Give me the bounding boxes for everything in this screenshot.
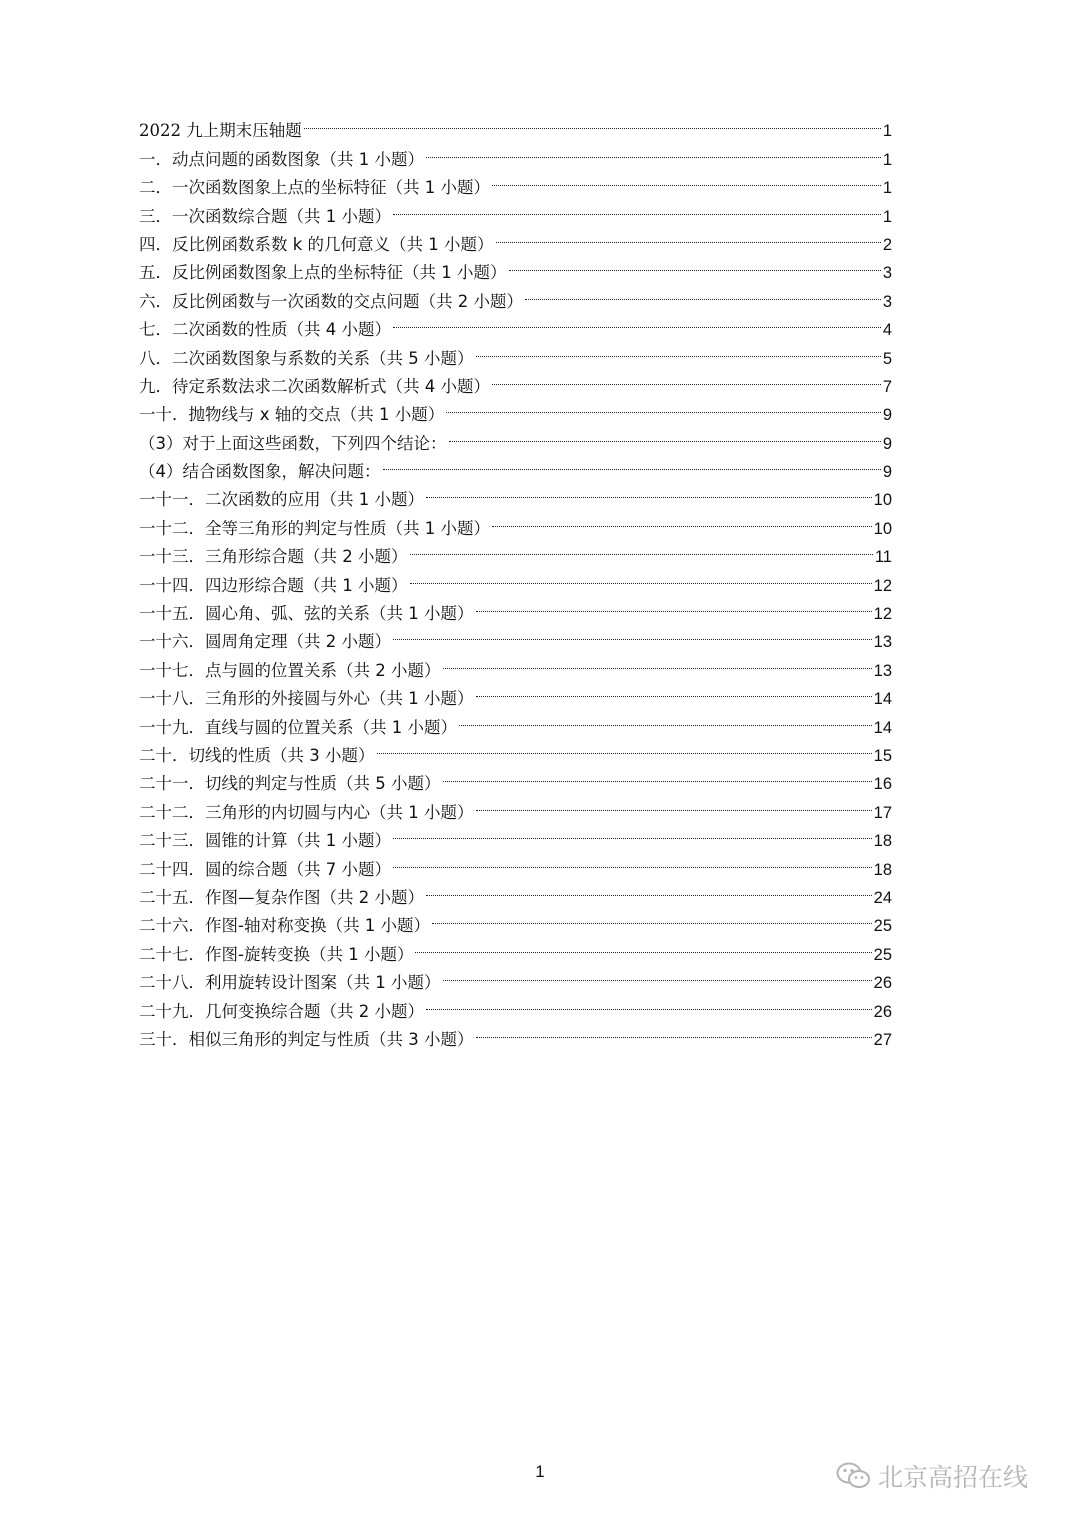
toc-dot-leader — [383, 449, 881, 477]
toc-entry-page: 1 — [882, 207, 892, 226]
toc-dot-leader — [393, 193, 881, 221]
toc-entry-page: 13 — [873, 633, 892, 652]
toc-entry-page: 9 — [882, 434, 892, 453]
toc-entry-label: 二十六．作图-轴对称变换（共 1 小题） — [139, 916, 430, 936]
toc-entry-label: 二十八．利用旋转设计图案（共 1 小题） — [139, 973, 441, 993]
toc-entry-page: 25 — [873, 945, 892, 964]
toc-dot-leader — [426, 136, 881, 164]
toc-entry-page: 1 — [882, 122, 892, 141]
toc-entry-page: 18 — [873, 860, 892, 879]
toc-entry-label: 九．待定系数法求二次函数解析式（共 4 小题） — [139, 376, 490, 396]
toc-entry-page: 12 — [873, 576, 892, 595]
watermark — [836, 1458, 1028, 1494]
toc-entry-label: 二十五．作图—复杂作图（共 2 小题） — [139, 887, 424, 907]
toc-entry-label: 一十三．三角形综合题（共 2 小题） — [139, 547, 408, 567]
toc-entry-page: 18 — [873, 832, 892, 851]
toc-dot-leader — [496, 222, 881, 250]
toc-entry-page: 14 — [873, 690, 892, 709]
toc-dot-leader — [446, 392, 881, 420]
toc-dot-leader — [393, 619, 872, 647]
toc-entry-page: 3 — [882, 264, 892, 283]
toc-entry[interactable] — [139, 108, 892, 141]
toc-entry-page: 15 — [873, 746, 892, 765]
toc-entry-label: 二十二．三角形的内切圆与内心（共 1 小题） — [139, 802, 474, 822]
toc-entry-label: 一．动点问题的函数图象（共 1 小题） — [139, 149, 424, 169]
toc-dot-leader — [443, 647, 872, 675]
toc-entry-page: 10 — [873, 519, 892, 538]
toc-dot-leader — [476, 335, 881, 363]
toc-entry-label: 七．二次函数的性质（共 4 小题） — [139, 320, 391, 340]
toc-dot-leader — [426, 477, 872, 505]
toc-entry-label: 一十九．直线与圆的位置关系（共 1 小题） — [139, 717, 457, 737]
page-number: 1 — [535, 1462, 545, 1481]
toc-entry-page: 12 — [873, 605, 892, 624]
toc-dot-leader — [304, 108, 881, 136]
toc-dot-leader — [492, 165, 881, 193]
toc-entry-label: 二十三．圆锥的计算（共 1 小题） — [139, 831, 391, 851]
toc-entry-label: （3）对于上面这些函数，下列四个结论： — [139, 433, 447, 453]
toc-dot-leader — [492, 505, 872, 533]
toc-entry-label: 三．一次函数综合题（共 1 小题） — [139, 206, 391, 226]
toc-entry-label: （4）结合函数图象，解决问题： — [139, 462, 381, 482]
toc-entry-page: 9 — [882, 463, 892, 482]
toc-dot-leader — [432, 903, 872, 931]
toc-entry-label: 二十七．作图-旋转变换（共 1 小题） — [139, 944, 414, 964]
toc-entry-label: 一十．抛物线与 x 轴的交点（共 1 小题） — [139, 405, 445, 425]
toc-entry-page: 10 — [873, 491, 892, 510]
toc-dot-leader — [443, 960, 872, 988]
toc-entry-page: 24 — [873, 888, 892, 907]
toc-entry-label: 二十四．圆的综合题（共 7 小题） — [139, 859, 391, 879]
toc-entry-page: 26 — [873, 1002, 892, 1021]
toc-entry-page: 2 — [882, 235, 892, 254]
toc-entry-page: 7 — [882, 377, 892, 396]
toc-dot-leader — [377, 733, 872, 761]
toc-entry-page: 16 — [873, 775, 892, 794]
toc-dot-leader — [443, 761, 872, 789]
toc-entry-label: 一十四．四边形综合题（共 1 小题） — [139, 575, 408, 595]
toc-entry-page: 9 — [882, 406, 892, 425]
toc-entry-label: 二．一次函数图象上点的坐标特征（共 1 小题） — [139, 178, 490, 198]
toc-entry-label: 二十九．几何变换综合题（共 2 小题） — [139, 1001, 424, 1021]
toc-dot-leader — [393, 846, 872, 874]
toc-entry-page: 27 — [873, 1030, 892, 1049]
toc-dot-leader — [459, 704, 872, 732]
toc-dot-leader — [449, 420, 881, 448]
toc-entry-label: 2022 九上期末压轴题 — [139, 121, 302, 141]
toc-dot-leader — [393, 307, 881, 335]
toc-entry-label: 二十．切线的性质（共 3 小题） — [139, 745, 375, 765]
toc-entry-page: 26 — [873, 974, 892, 993]
toc-entry-label: 一十二．全等三角形的判定与性质（共 1 小题） — [139, 518, 490, 538]
toc-entry-page: 1 — [882, 150, 892, 169]
toc-entry-page: 4 — [882, 321, 892, 340]
toc-dot-leader — [476, 1017, 872, 1045]
toc-dot-leader — [410, 534, 873, 562]
toc-dot-leader — [476, 591, 872, 619]
wechat-icon — [836, 1461, 872, 1491]
toc-dot-leader — [509, 250, 881, 278]
toc-dot-leader — [476, 789, 872, 817]
toc-dot-leader — [415, 931, 871, 959]
toc-entry-page: 25 — [873, 917, 892, 936]
toc-entry-page: 5 — [882, 349, 892, 368]
table-of-contents — [139, 108, 892, 1049]
toc-entry-label: 六．反比例函数与一次函数的交点问题（共 2 小题） — [139, 291, 523, 311]
toc-entry-label: 一十七．点与圆的位置关系（共 2 小题） — [139, 660, 441, 680]
toc-entry-page: 14 — [873, 718, 892, 737]
toc-entry-label: 二十一．切线的判定与性质（共 5 小题） — [139, 774, 441, 794]
toc-dot-leader — [476, 676, 872, 704]
toc-entry-label: 三十．相似三角形的判定与性质（共 3 小题） — [139, 1029, 474, 1049]
toc-entry-label: 一十八．三角形的外接圆与外心（共 1 小题） — [139, 689, 474, 709]
toc-entry-label: 一十一．二次函数的应用（共 1 小题） — [139, 490, 424, 510]
toc-dot-leader — [393, 818, 872, 846]
toc-dot-leader — [426, 875, 872, 903]
toc-dot-leader — [426, 988, 872, 1016]
toc-entry-page: 1 — [882, 179, 892, 198]
toc-entry-label: 八．二次函数图象与系数的关系（共 5 小题） — [139, 348, 474, 368]
toc-entry-page: 17 — [873, 803, 892, 822]
toc-entry-page: 13 — [873, 661, 892, 680]
toc-entry-page: 3 — [882, 292, 892, 311]
toc-dot-leader — [410, 562, 872, 590]
watermark-text: 北京高招在线 — [878, 1463, 1029, 1492]
toc-entry-label: 一十六．圆周角定理（共 2 小题） — [139, 632, 391, 652]
toc-dot-leader — [492, 364, 881, 392]
toc-entry-label: 一十五．圆心角、弧、弦的关系（共 1 小题） — [139, 604, 474, 624]
toc-entry-label: 四．反比例函数系数 k 的几何意义（共 1 小题） — [139, 234, 494, 254]
toc-entry-page: 11 — [874, 548, 892, 567]
toc-entry-label: 五．反比例函数图象上点的坐标特征（共 1 小题） — [139, 263, 507, 283]
toc-dot-leader — [525, 278, 881, 306]
